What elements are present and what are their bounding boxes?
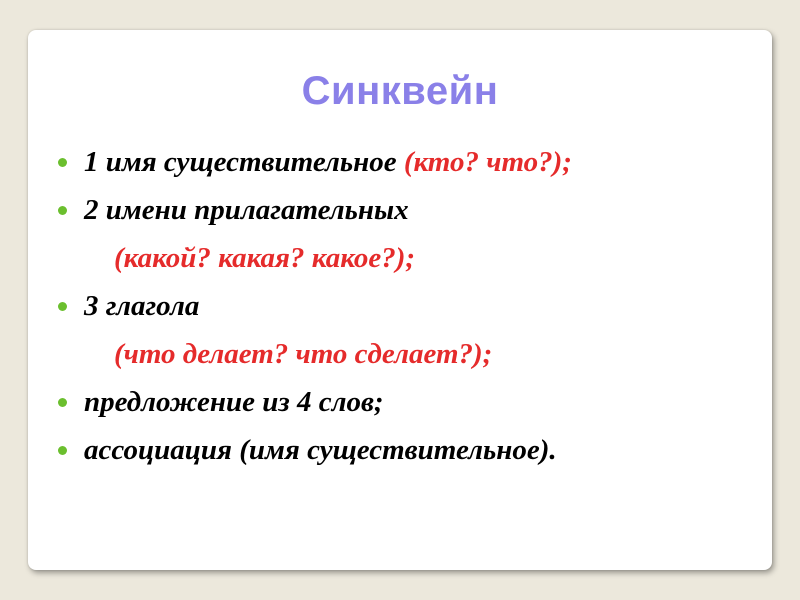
list-item (52, 426, 762, 474)
item-hint: (какой? какая? какое?); (114, 242, 416, 274)
item-text: 3 глагола (84, 290, 200, 322)
item-text: ассоциация (имя существительное). (84, 434, 557, 466)
bullet-list (52, 138, 762, 474)
item-text: 1 имя существительное (84, 146, 404, 178)
bullet-icon (58, 158, 67, 167)
list-item (52, 282, 762, 330)
item-hint: (кто? что?); (403, 146, 572, 178)
list-item (52, 186, 762, 234)
list-item-continuation (52, 234, 762, 282)
list-item (52, 138, 762, 186)
bullet-icon (58, 206, 67, 215)
bullet-icon (58, 398, 67, 407)
item-text: предложение из 4 слов; (84, 386, 384, 418)
list-item-continuation (52, 330, 762, 378)
bullet-icon (58, 446, 67, 455)
item-hint: (что делает? что сделает?); (114, 338, 493, 370)
slide (28, 30, 772, 570)
list-item (52, 378, 762, 426)
slide-title: Синквейн (301, 69, 499, 113)
item-text: 2 имени прилагательных (84, 194, 409, 226)
bullet-icon (58, 302, 67, 311)
